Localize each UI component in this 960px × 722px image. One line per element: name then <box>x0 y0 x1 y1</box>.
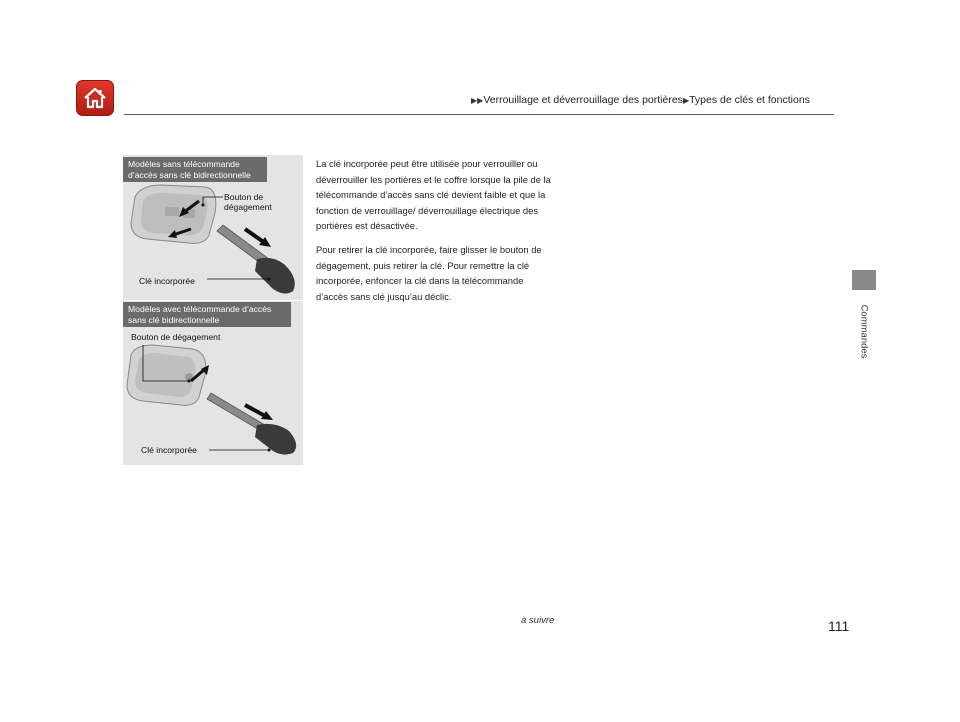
callout-built-in-key-bottom: Clé incorporée <box>141 445 197 455</box>
slide-arrow-icon <box>245 229 265 243</box>
breadcrumb-arrow-icon: ▶▶ <box>471 96 484 105</box>
breadcrumb-item-locking[interactable]: Verrouillage et déverrouillage des portières <box>483 94 683 106</box>
paragraph: Pour retirer la clé incorporée, faire glisser le bouton de dégagement, puis retirer la clé. Pour remettre la clé incorporée, enfoncer la clé dans la télécommande d’accès sans clé jusqu’au déclic. <box>316 243 542 302</box>
breadcrumb <box>471 94 810 106</box>
figure-label-top: Modèles sans télécommande d’accès sans clé bidirectionnelle <box>123 157 267 182</box>
breadcrumb-arrow-icon: ▶ <box>682 96 690 105</box>
figure-label-bottom: Modèles avec télécommande d’accès sans clé bidirectionnelle <box>123 302 291 327</box>
section-tab-marker[interactable] <box>852 270 876 290</box>
callout-release-button-bottom: Bouton de dégagement <box>131 332 221 342</box>
built-in-key-bottom <box>207 393 296 455</box>
paragraph: La clé incorporée peut être utilisée pour verrouiller ou déverrouiller les portières et le coffre lorsque la pile de la télécommande d’accès sans clé devient faible et que la fonction de verrouillage/ déverrouillage électrique des portières est désactivée. <box>316 158 551 232</box>
home-button[interactable] <box>76 80 114 116</box>
home-icon <box>82 86 108 110</box>
page-number: 111 <box>828 618 850 634</box>
callout-release-button-top: Bouton de dégagement <box>224 192 272 212</box>
keyless-remote-bottom <box>127 345 206 405</box>
header-rule <box>124 114 834 115</box>
callout-built-in-key-top: Clé incorporée <box>139 276 195 286</box>
continued-label: à suivre <box>521 615 555 626</box>
body-text <box>316 156 554 312</box>
section-tab-label: Commandes <box>858 304 870 359</box>
breadcrumb-item-key-types[interactable]: Types de clés et fonctions <box>689 94 810 106</box>
